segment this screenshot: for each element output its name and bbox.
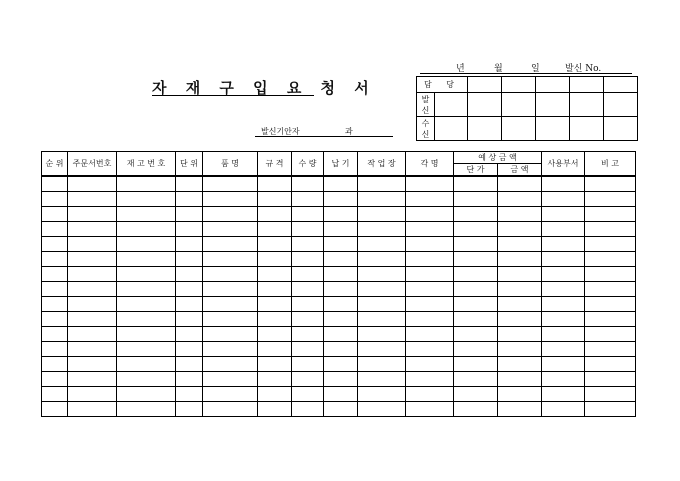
- table-cell[interactable]: [292, 372, 324, 387]
- receive-cell[interactable]: [536, 117, 570, 141]
- table-cell[interactable]: [203, 222, 258, 237]
- table-cell[interactable]: [42, 357, 68, 372]
- table-cell[interactable]: [203, 387, 258, 402]
- table-cell[interactable]: [542, 267, 585, 282]
- table-cell[interactable]: [42, 237, 68, 252]
- table-cell[interactable]: [358, 176, 406, 192]
- table-cell[interactable]: [258, 312, 292, 327]
- table-cell[interactable]: [498, 252, 542, 267]
- table-cell[interactable]: [176, 237, 203, 252]
- receive-cell[interactable]: [604, 117, 638, 141]
- table-cell[interactable]: [542, 176, 585, 192]
- table-cell[interactable]: [585, 176, 636, 192]
- table-cell[interactable]: [68, 327, 117, 342]
- table-cell[interactable]: [454, 297, 498, 312]
- send-cell[interactable]: [604, 93, 638, 117]
- send-label: 발 신: [417, 93, 435, 117]
- table-cell[interactable]: [324, 327, 358, 342]
- table-cell[interactable]: [68, 282, 117, 297]
- table-cell[interactable]: [498, 342, 542, 357]
- table-row: [42, 372, 636, 387]
- table-cell[interactable]: [358, 252, 406, 267]
- table-cell[interactable]: [117, 237, 176, 252]
- table-cell[interactable]: [498, 176, 542, 192]
- table-cell[interactable]: [42, 387, 68, 402]
- send-cell[interactable]: [468, 93, 502, 117]
- table-cell[interactable]: [68, 312, 117, 327]
- table-cell[interactable]: [454, 207, 498, 222]
- send-cell[interactable]: [435, 93, 468, 117]
- table-cell[interactable]: [292, 222, 324, 237]
- table-cell[interactable]: [258, 267, 292, 282]
- table-cell[interactable]: [292, 387, 324, 402]
- table-cell[interactable]: [292, 342, 324, 357]
- table-row: [42, 237, 636, 252]
- table-cell[interactable]: [406, 207, 454, 222]
- table-cell[interactable]: [542, 297, 585, 312]
- table-cell[interactable]: [358, 222, 406, 237]
- table-cell[interactable]: [406, 297, 454, 312]
- table-cell[interactable]: [258, 282, 292, 297]
- table-cell[interactable]: [176, 372, 203, 387]
- table-cell[interactable]: [258, 357, 292, 372]
- table-cell[interactable]: [42, 312, 68, 327]
- table-cell[interactable]: [324, 402, 358, 417]
- table-cell[interactable]: [117, 357, 176, 372]
- table-cell[interactable]: [292, 402, 324, 417]
- table-cell[interactable]: [406, 327, 454, 342]
- table-cell[interactable]: [203, 312, 258, 327]
- table-cell[interactable]: [68, 297, 117, 312]
- col-amount: 금 액: [498, 164, 542, 177]
- table-cell[interactable]: [203, 267, 258, 282]
- table-cell[interactable]: [68, 207, 117, 222]
- table-cell[interactable]: [406, 372, 454, 387]
- table-cell[interactable]: [42, 372, 68, 387]
- year-label: 년: [456, 64, 465, 74]
- table-cell[interactable]: [42, 192, 68, 207]
- table-row: [42, 387, 636, 402]
- table-cell[interactable]: [498, 222, 542, 237]
- table-cell[interactable]: [454, 372, 498, 387]
- table-cell[interactable]: [585, 402, 636, 417]
- table-row: [42, 312, 636, 327]
- table-row: [42, 252, 636, 267]
- table-cell[interactable]: [258, 342, 292, 357]
- table-cell[interactable]: [203, 402, 258, 417]
- col-stock-no: 재 고 번 호: [117, 152, 176, 177]
- table-cell[interactable]: [292, 297, 324, 312]
- approval-cell[interactable]: [604, 77, 638, 93]
- table-cell[interactable]: [176, 342, 203, 357]
- table-cell[interactable]: [358, 357, 406, 372]
- table-row: [42, 402, 636, 417]
- table-cell[interactable]: [585, 312, 636, 327]
- table-cell[interactable]: [542, 282, 585, 297]
- col-qty: 수 량: [292, 152, 324, 177]
- table-cell[interactable]: [454, 222, 498, 237]
- table-cell[interactable]: [42, 282, 68, 297]
- date-line: [420, 61, 632, 74]
- table-cell[interactable]: [324, 387, 358, 402]
- table-row: [42, 342, 636, 357]
- table-cell[interactable]: [454, 176, 498, 192]
- table-cell[interactable]: [358, 402, 406, 417]
- table-cell[interactable]: [42, 176, 68, 192]
- table-cell[interactable]: [324, 357, 358, 372]
- table-cell[interactable]: [324, 312, 358, 327]
- table-cell[interactable]: [117, 267, 176, 282]
- table-cell[interactable]: [585, 357, 636, 372]
- table-cell[interactable]: [42, 207, 68, 222]
- table-cell[interactable]: [117, 327, 176, 342]
- table-cell[interactable]: [358, 237, 406, 252]
- col-unit: 단 위: [176, 152, 203, 177]
- table-cell[interactable]: [117, 252, 176, 267]
- table-cell[interactable]: [292, 207, 324, 222]
- receive-cell[interactable]: [570, 117, 604, 141]
- table-cell[interactable]: [117, 312, 176, 327]
- table-cell[interactable]: [406, 222, 454, 237]
- request-table: [41, 151, 636, 417]
- table-cell[interactable]: [292, 192, 324, 207]
- table-cell[interactable]: [542, 192, 585, 207]
- table-cell[interactable]: [454, 387, 498, 402]
- table-cell[interactable]: [585, 297, 636, 312]
- table-cell[interactable]: [258, 402, 292, 417]
- table-cell[interactable]: [117, 402, 176, 417]
- table-cell[interactable]: [542, 312, 585, 327]
- table-cell[interactable]: [324, 372, 358, 387]
- table-cell[interactable]: [292, 252, 324, 267]
- table-cell[interactable]: [203, 252, 258, 267]
- receive-cell[interactable]: [502, 117, 536, 141]
- table-cell[interactable]: [258, 327, 292, 342]
- table-cell[interactable]: [176, 402, 203, 417]
- table-cell[interactable]: [117, 176, 176, 192]
- table-row: [42, 222, 636, 237]
- table-cell[interactable]: [176, 267, 203, 282]
- table-cell[interactable]: [406, 312, 454, 327]
- table-cell[interactable]: [585, 327, 636, 342]
- table-cell[interactable]: [406, 237, 454, 252]
- table-cell[interactable]: [68, 237, 117, 252]
- table-cell[interactable]: [585, 252, 636, 267]
- table-cell[interactable]: [358, 372, 406, 387]
- table-row: [42, 357, 636, 372]
- table-cell[interactable]: [258, 207, 292, 222]
- table-cell[interactable]: [498, 207, 542, 222]
- table-cell[interactable]: [258, 372, 292, 387]
- table-cell[interactable]: [585, 342, 636, 357]
- approval-cell[interactable]: [502, 77, 536, 93]
- table-cell[interactable]: [117, 207, 176, 222]
- table-cell[interactable]: [454, 237, 498, 252]
- table-cell[interactable]: [68, 267, 117, 282]
- table-cell[interactable]: [117, 222, 176, 237]
- receive-cell[interactable]: [468, 117, 502, 141]
- table-cell[interactable]: [406, 402, 454, 417]
- table-cell[interactable]: [406, 252, 454, 267]
- table-cell[interactable]: [358, 282, 406, 297]
- send-cell[interactable]: [502, 93, 536, 117]
- table-cell[interactable]: [176, 297, 203, 312]
- approval-cell[interactable]: [468, 77, 502, 93]
- table-cell[interactable]: [68, 342, 117, 357]
- table-cell[interactable]: [68, 252, 117, 267]
- col-job: 각 명: [406, 152, 454, 177]
- table-cell[interactable]: [203, 327, 258, 342]
- table-cell[interactable]: [542, 252, 585, 267]
- table-cell[interactable]: [324, 252, 358, 267]
- table-cell[interactable]: [454, 342, 498, 357]
- table-cell[interactable]: [117, 387, 176, 402]
- table-cell[interactable]: [542, 357, 585, 372]
- table-cell[interactable]: [258, 192, 292, 207]
- table-cell[interactable]: [258, 237, 292, 252]
- table-cell[interactable]: [542, 327, 585, 342]
- table-cell[interactable]: [176, 357, 203, 372]
- table-cell[interactable]: [358, 207, 406, 222]
- receive-cell[interactable]: [435, 117, 468, 141]
- table-cell[interactable]: [42, 252, 68, 267]
- table-cell[interactable]: [542, 387, 585, 402]
- table-cell[interactable]: [203, 282, 258, 297]
- table-cell[interactable]: [498, 327, 542, 342]
- table-cell[interactable]: [542, 222, 585, 237]
- sender-label: 발신기안자: [261, 127, 300, 136]
- sender-line: [255, 124, 393, 137]
- table-cell[interactable]: [324, 297, 358, 312]
- table-cell[interactable]: [68, 402, 117, 417]
- table-cell[interactable]: [358, 297, 406, 312]
- table-cell[interactable]: [358, 342, 406, 357]
- table-cell[interactable]: [498, 402, 542, 417]
- table-cell[interactable]: [454, 402, 498, 417]
- table-cell[interactable]: [498, 357, 542, 372]
- table-row: [42, 207, 636, 222]
- table-cell[interactable]: [42, 342, 68, 357]
- table-cell[interactable]: [258, 176, 292, 192]
- table-cell[interactable]: [176, 312, 203, 327]
- table-cell[interactable]: [324, 282, 358, 297]
- approval-box: [416, 76, 638, 141]
- table-cell[interactable]: [358, 192, 406, 207]
- table-row: [42, 176, 636, 192]
- table-cell[interactable]: [454, 192, 498, 207]
- table-cell[interactable]: [117, 297, 176, 312]
- col-estimate: 예 상 금 액: [454, 152, 542, 164]
- table-cell[interactable]: [542, 237, 585, 252]
- table-cell[interactable]: [203, 357, 258, 372]
- send-cell[interactable]: [536, 93, 570, 117]
- table-cell[interactable]: [454, 282, 498, 297]
- col-dept: 사용부서: [542, 152, 585, 177]
- table-cell[interactable]: [358, 312, 406, 327]
- sender-dept-label: 과: [345, 127, 353, 136]
- day-label: 일: [531, 64, 540, 74]
- col-seq: 순 위: [42, 152, 68, 177]
- table-cell[interactable]: [42, 222, 68, 237]
- col-order-no: 주문서번호: [68, 152, 117, 177]
- table-cell[interactable]: [203, 372, 258, 387]
- table-cell[interactable]: [406, 192, 454, 207]
- table-cell[interactable]: [292, 237, 324, 252]
- table-cell[interactable]: [498, 372, 542, 387]
- table-cell[interactable]: [292, 327, 324, 342]
- table-cell[interactable]: [585, 222, 636, 237]
- table-cell[interactable]: [585, 282, 636, 297]
- table-cell[interactable]: [292, 176, 324, 192]
- approval-cell[interactable]: [570, 77, 604, 93]
- table-cell[interactable]: [324, 222, 358, 237]
- table-cell[interactable]: [324, 342, 358, 357]
- table-cell[interactable]: [203, 192, 258, 207]
- table-cell[interactable]: [203, 237, 258, 252]
- table-cell[interactable]: [542, 402, 585, 417]
- table-cell[interactable]: [358, 387, 406, 402]
- table-cell[interactable]: [258, 222, 292, 237]
- form-title: 자 재 구 입 요 청 서: [152, 79, 376, 97]
- table-cell[interactable]: [42, 267, 68, 282]
- table-cell[interactable]: [42, 327, 68, 342]
- table-cell[interactable]: [176, 387, 203, 402]
- table-cell[interactable]: [292, 357, 324, 372]
- table-cell[interactable]: [68, 176, 117, 192]
- table-cell[interactable]: [117, 282, 176, 297]
- table-cell[interactable]: [292, 282, 324, 297]
- col-workplace: 작 업 장: [358, 152, 406, 177]
- table-cell[interactable]: [406, 342, 454, 357]
- table-cell[interactable]: [324, 207, 358, 222]
- table-cell[interactable]: [68, 222, 117, 237]
- table-cell[interactable]: [498, 312, 542, 327]
- table-cell[interactable]: [42, 297, 68, 312]
- table-cell[interactable]: [498, 297, 542, 312]
- table-cell[interactable]: [498, 237, 542, 252]
- table-cell[interactable]: [68, 357, 117, 372]
- doc-no-label: 발신 No.: [565, 64, 602, 74]
- table-row: [42, 327, 636, 342]
- table-cell[interactable]: [176, 282, 203, 297]
- table-cell[interactable]: [68, 372, 117, 387]
- table-cell[interactable]: [585, 267, 636, 282]
- table-cell[interactable]: [542, 342, 585, 357]
- table-cell[interactable]: [406, 267, 454, 282]
- table-cell[interactable]: [358, 327, 406, 342]
- col-remarks: 비 고: [585, 152, 636, 177]
- table-cell[interactable]: [406, 357, 454, 372]
- table-cell[interactable]: [498, 387, 542, 402]
- table-cell[interactable]: [406, 387, 454, 402]
- table-cell[interactable]: [585, 207, 636, 222]
- table-cell[interactable]: [454, 267, 498, 282]
- table-cell[interactable]: [498, 192, 542, 207]
- table-cell[interactable]: [258, 252, 292, 267]
- col-spec: 규 격: [258, 152, 292, 177]
- table-cell[interactable]: [585, 192, 636, 207]
- table-cell[interactable]: [358, 267, 406, 282]
- send-cell[interactable]: [570, 93, 604, 117]
- table-cell[interactable]: [42, 402, 68, 417]
- table-cell[interactable]: [117, 342, 176, 357]
- table-cell[interactable]: [324, 176, 358, 192]
- table-cell[interactable]: [117, 192, 176, 207]
- table-row: [42, 297, 636, 312]
- month-label: 월: [494, 64, 503, 74]
- table-cell[interactable]: [203, 297, 258, 312]
- table-cell[interactable]: [68, 192, 117, 207]
- approval-cell[interactable]: [536, 77, 570, 93]
- table-cell[interactable]: [176, 192, 203, 207]
- table-cell[interactable]: [406, 176, 454, 192]
- table-cell[interactable]: [324, 267, 358, 282]
- table-row: [42, 267, 636, 282]
- table-cell[interactable]: [324, 192, 358, 207]
- table-cell[interactable]: [498, 267, 542, 282]
- table-cell[interactable]: [585, 237, 636, 252]
- table-cell[interactable]: [454, 312, 498, 327]
- table-cell[interactable]: [454, 357, 498, 372]
- table-cell[interactable]: [292, 267, 324, 282]
- table-cell[interactable]: [176, 252, 203, 267]
- table-cell[interactable]: [117, 372, 176, 387]
- table-cell[interactable]: [203, 342, 258, 357]
- col-unit-price: 단 가: [454, 164, 498, 177]
- table-cell[interactable]: [176, 176, 203, 192]
- table-cell[interactable]: [258, 297, 292, 312]
- col-item: 품 명: [203, 152, 258, 177]
- table-cell[interactable]: [585, 372, 636, 387]
- table-cell[interactable]: [406, 282, 454, 297]
- table-cell[interactable]: [498, 282, 542, 297]
- receive-label: 수 신: [417, 117, 435, 141]
- table-row: [42, 282, 636, 297]
- col-due: 납 기: [324, 152, 358, 177]
- table-cell[interactable]: [258, 387, 292, 402]
- table-cell[interactable]: [324, 237, 358, 252]
- manager-label: 담 당: [417, 77, 468, 93]
- table-row: [42, 192, 636, 207]
- table-cell[interactable]: [176, 222, 203, 237]
- table-cell[interactable]: [542, 207, 585, 222]
- table-cell[interactable]: [203, 176, 258, 192]
- table-cell[interactable]: [542, 372, 585, 387]
- table-cell[interactable]: [292, 312, 324, 327]
- table-cell[interactable]: [176, 327, 203, 342]
- table-cell[interactable]: [454, 252, 498, 267]
- table-cell[interactable]: [585, 387, 636, 402]
- table-cell[interactable]: [68, 387, 117, 402]
- table-cell[interactable]: [203, 207, 258, 222]
- table-cell[interactable]: [176, 207, 203, 222]
- table-cell[interactable]: [454, 327, 498, 342]
